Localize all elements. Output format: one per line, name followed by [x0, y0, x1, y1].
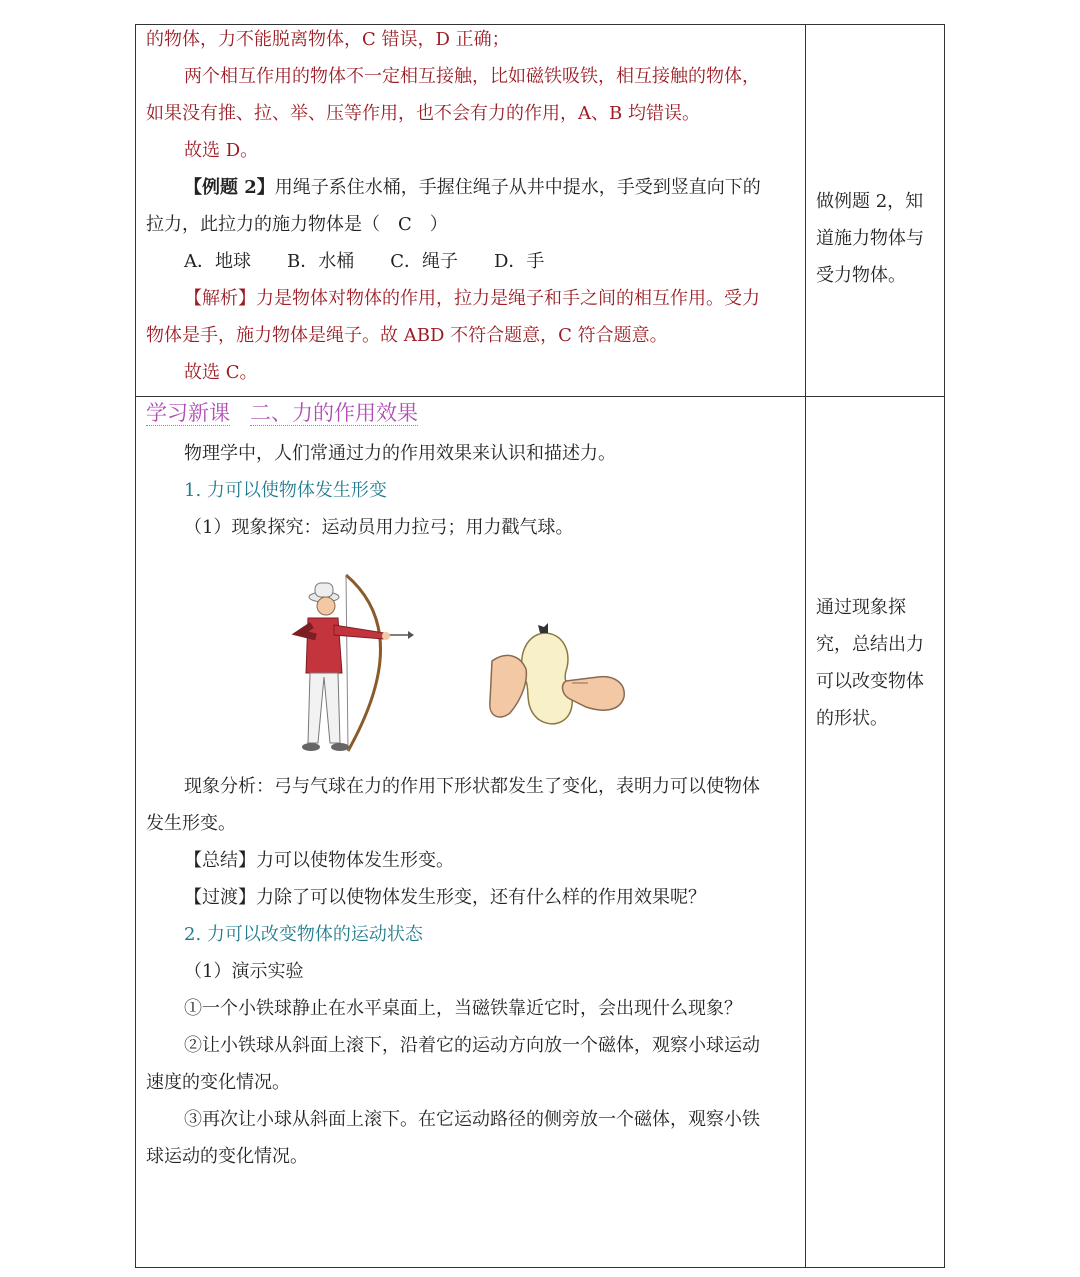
section-heading [146, 395, 796, 432]
subheading-motion: 2. 力可以改变物体的运动状态 [184, 924, 423, 945]
phenomenon-analysis-cont: 发生形变。 [146, 813, 236, 834]
demo-step-3-cont: 球运动的变化情况。 [146, 1146, 308, 1167]
demo-step-3: ③再次让小球从斜面上滚下。在它运动路径的侧旁放一个磁体，观察小铁 [184, 1109, 760, 1130]
archer-illustration [286, 573, 416, 758]
example2-options: A．地球 B．水桶 C．绳子 D．手 [184, 251, 545, 272]
example2-analysis-cont: 物体是手，施力物体是绳子。故 ABD 不符合题意，C 符合题意。 [146, 325, 668, 346]
example2-question: 【例题 2】用绳子系住水桶，手握住绳子从井中提水，手受到竖直向下的 [184, 177, 761, 198]
example2-answer: 故选 C。 [184, 362, 258, 383]
demo-step-1: ①一个小铁球静止在水平桌面上，当磁铁靠近它时，会出现什么现象？ [184, 998, 742, 1019]
column-divider [805, 25, 806, 1267]
answer-line: 故选 D。 [184, 140, 259, 161]
demo-heading: （1）演示实验 [184, 961, 304, 982]
phenomenon-analysis: 现象分析：弓与气球在力的作用下形状都发生了变化，表明力可以使物体 [184, 776, 760, 797]
lesson-table [135, 24, 945, 1268]
example2-analysis: 【解析】力是物体对物体的作用，拉力是绳子和手之间的相互作用。受力 [184, 288, 760, 309]
analysis-tag: 【解析】 [184, 288, 256, 309]
answer-line: 的物体，力不能脱离物体，C 错误，D 正确； [146, 29, 510, 50]
balloon-illustration [486, 621, 631, 731]
side-note-example: 做例题 2，知道施力物体与受力物体。 [816, 191, 924, 286]
answer-line: 两个相互作用的物体不一定相互接触，比如磁铁吸铁，相互接触的物体， [184, 66, 760, 87]
example2-question-cont: 拉力，此拉力的施力物体是（ C ） [146, 214, 448, 235]
answer-line: 如果没有推、拉、举、压等作用，也不会有力的作用，A、B 均错误。 [146, 103, 700, 124]
section-label: 学习新课 [146, 401, 230, 425]
intro-text: 物理学中，人们常通过力的作用效果来认识和描述力。 [184, 443, 616, 464]
example2-tag: 【例题 2】 [184, 177, 275, 198]
side-note-deformation: 通过现象探究，总结出力可以改变物体的形状。 [816, 597, 924, 729]
subheading-deformation: 1. 力可以使物体发生形变 [184, 480, 387, 501]
demo-step-2: ②让小铁球从斜面上滚下，沿着它的运动方向放一个磁体，观察小球运动 [184, 1035, 760, 1056]
summary-text: 【总结】力可以使物体发生形变。 [184, 850, 454, 871]
demo-step-2-cont: 速度的变化情况。 [146, 1072, 290, 1093]
transition-text: 【过渡】力除了可以使物体发生形变，还有什么样的作用效果呢？ [184, 887, 706, 908]
phenomenon-text: （1）现象探究：运动员用力拉弓；用力戳气球。 [184, 517, 574, 538]
section-title: 二、力的作用效果 [250, 401, 419, 425]
